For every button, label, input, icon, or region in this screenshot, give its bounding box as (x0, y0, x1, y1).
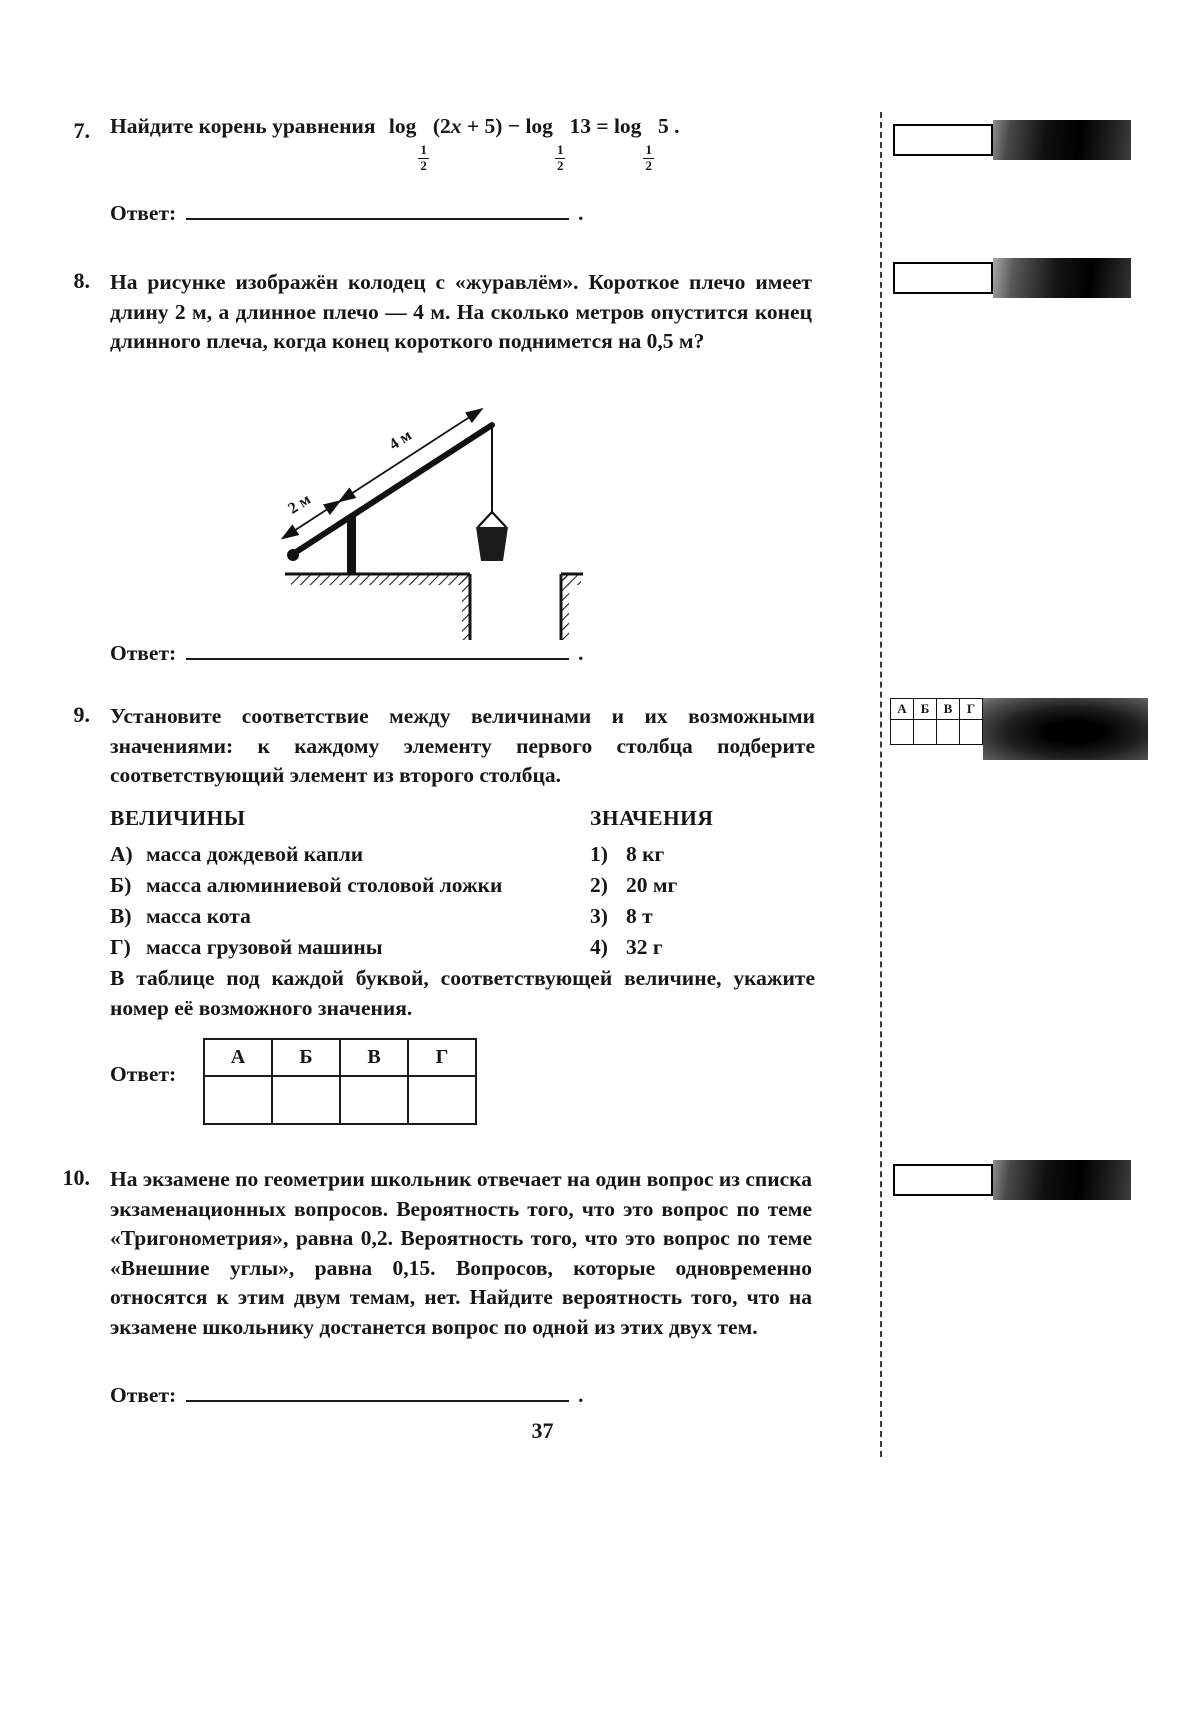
margin-grid-empty-cell (891, 720, 914, 745)
answer-table-empty-cell (408, 1076, 476, 1124)
answer-write-box (893, 1164, 993, 1196)
scan-answer-strip-10 (893, 1160, 1131, 1200)
answer-table-empty-cell (272, 1076, 340, 1124)
problem-9-statement: Установите соответствие между величинами и их возможными значениями: к каждому элементу первого столбца подберите соответствующий элемент из второго столбца. (110, 704, 815, 787)
answer-blank-line (186, 1380, 569, 1402)
values-column (110, 806, 590, 963)
problem-7-statement (110, 114, 679, 174)
margin-grid-empty-cell (914, 720, 937, 745)
answer-blank-line (186, 638, 569, 660)
short-arm-label: 2 м (285, 490, 314, 518)
expr-tail: 5 . (657, 114, 680, 138)
list-item: Г) масса грузовой машины (110, 935, 383, 959)
page-number: 37 (531, 1418, 554, 1443)
list-item: 1) 8 кг (590, 842, 665, 866)
answer-table-header-cell: Г (408, 1039, 476, 1076)
frac-half-3: $\frac{1}{2}$ (645, 142, 652, 173)
log-3: log (613, 114, 642, 138)
answer-label: Ответ: (110, 1062, 177, 1086)
answer-table-header-cell: Б (272, 1039, 340, 1076)
answer-table-header-row (204, 1039, 476, 1076)
scan-dark-area (993, 1160, 1131, 1200)
meanings-column (590, 806, 815, 963)
problem-7-lead: Найдите корень уравнения (110, 114, 376, 138)
expr-open: (2 (432, 114, 451, 138)
margin-grid-header-cell: В (937, 699, 960, 720)
counterweight (287, 549, 299, 561)
answer-table-empty-cell (204, 1076, 272, 1124)
problem-7-answer-row (110, 198, 584, 226)
meanings-header: ЗНАЧЕНИЯ (590, 806, 714, 830)
problem-8-number: 8. (73, 268, 90, 293)
list-item: В) масса кота (110, 904, 251, 928)
frac-half-2: $\frac{1}{2}$ (556, 142, 564, 173)
ground-hatch-left (291, 574, 470, 585)
cut-line (880, 112, 882, 1457)
log-1: log (388, 114, 417, 138)
answer-write-box (893, 262, 993, 294)
margin-grid-header-cell: А (891, 699, 914, 720)
answer-table-header-cell: А (204, 1039, 272, 1076)
problem-9-note: В таблице под каждой буквой, соответствующей величине, укажите номер её возможного значения. (110, 966, 815, 1020)
list-item: 2) 20 мг (590, 873, 678, 897)
margin-grid-header-cell: Г (960, 699, 983, 720)
problem-10-number: 10. (62, 1165, 90, 1190)
answer-table-header-cell: В (340, 1039, 408, 1076)
problem-8-answer-row (110, 638, 584, 666)
problem-8-statement: На рисунке изображён колодец с «журавлём». Короткое плечо имеет длину 2 м, а длинное плечо — 4 м. На сколько метров опустится конец длинного плеча, когда конец короткого поднимется на 0,5 м? (110, 270, 812, 353)
scan-answer-strip-9 (890, 698, 1148, 760)
answer-label: Ответ: (110, 641, 177, 665)
problem-7-number: 7. (73, 118, 90, 143)
answer-label: Ответ: (110, 1383, 177, 1407)
answer-table-empty-cell (340, 1076, 408, 1124)
scan-answer-strip-7 (893, 120, 1131, 160)
expr-rest: + 5) − (461, 114, 526, 138)
margin-grid-header-row (891, 699, 983, 720)
bucket (476, 527, 508, 561)
scan-answer-strip-8 (893, 258, 1131, 298)
answer-blank-line (186, 198, 569, 220)
values-header: ВЕЛИЧИНЫ (110, 806, 246, 830)
list-item: Б) масса алюминиевой столовой ложки (110, 873, 503, 897)
margin-grid-empty-cell (960, 720, 983, 745)
answer-period: . (578, 201, 584, 225)
problem-10-answer-row (110, 1380, 584, 1408)
log-2: log (525, 114, 553, 138)
expr-mid: 13 = (569, 114, 614, 138)
expr-variable: x (450, 114, 462, 138)
bucket-handle (478, 512, 506, 527)
long-arm-arrow (340, 409, 482, 501)
problem-10-statement: На экзамене по геометрии школьник отвечает на один вопрос из списка экзаменационных вопросов. Вероятность того, что это вопрос по теме «Тригонометрия», равна 0,2. Вероятность того, что это вопрос по теме «Внешние углы», равна 0,15. Вопросов, которые одновременно относятся к этим двум темам, нет. Найдите вероятность того, что на экзамене школьнику достанется вопрос по одной из этих двух тем. (110, 1167, 812, 1339)
margin-answer-grid (890, 698, 983, 745)
answer-table (203, 1038, 477, 1125)
fulcrum-post (347, 515, 356, 575)
answer-period: . (578, 1383, 584, 1407)
margin-grid-header-cell: Б (914, 699, 937, 720)
matching-columns (110, 806, 815, 963)
answer-table-empty-row (204, 1076, 476, 1124)
list-item: 4) 32 г (590, 935, 663, 959)
list-item: А) масса дождевой капли (110, 842, 364, 866)
answer-write-box (893, 124, 993, 156)
problem-9-number: 9. (73, 702, 90, 727)
answer-label: Ответ: (110, 201, 177, 225)
problem-9-answer-label (110, 1062, 176, 1087)
margin-grid-empty-cell (937, 720, 960, 745)
long-arm-label: 4 м (386, 426, 415, 454)
frac-half-1: $\frac{1}{2}$ (420, 142, 427, 173)
scan-dark-area (993, 258, 1131, 298)
list-item: 3) 8 т (590, 904, 653, 928)
scan-dark-area (983, 698, 1148, 760)
margin-grid-empty-row (891, 720, 983, 745)
problem-7-formula (388, 114, 680, 173)
scan-dark-area (993, 120, 1131, 160)
answer-period: . (578, 641, 584, 665)
well-crane-figure (255, 392, 585, 644)
